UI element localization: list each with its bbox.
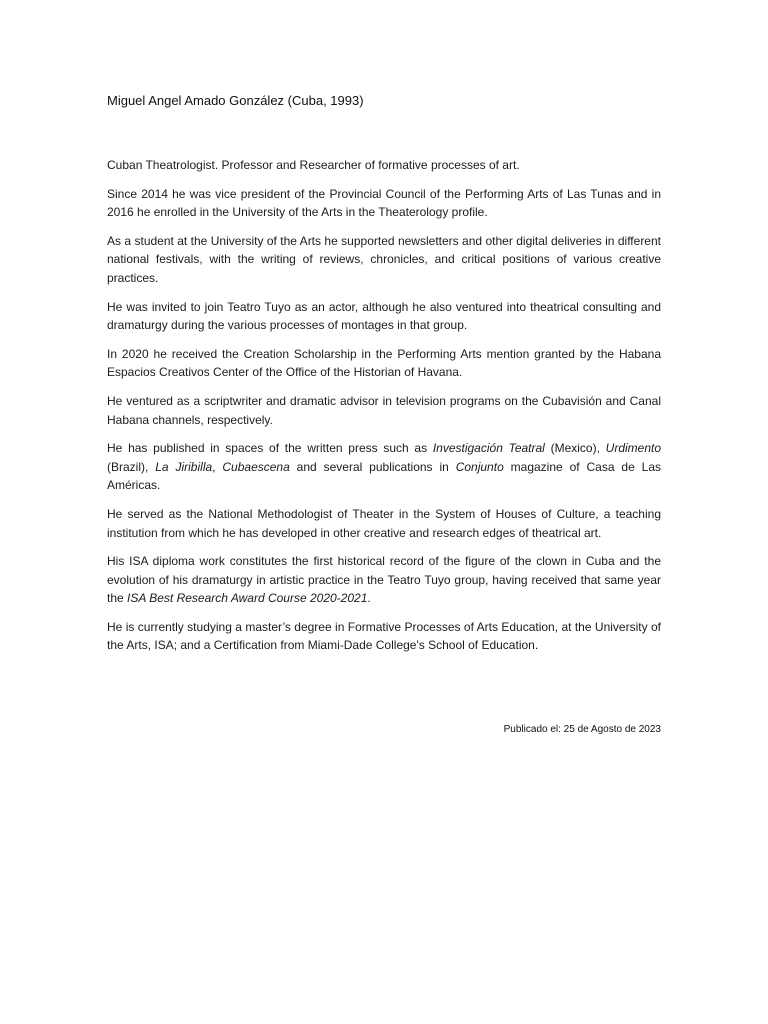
paragraph-television: He ventured as a scriptwriter and dramatic advisor in television programs on the Cubavisión and Canal Habana channels, respectively. bbox=[107, 393, 661, 427]
paragraph-vice-president: Since 2014 he was vice president of the Provincial Council of the Performing Arts of Las Tunas and in 2016 he enrolled in the University of the Arts in the Theaterology profile. bbox=[107, 186, 661, 220]
published-date: Publicado el: 25 de Agosto de 2023 bbox=[503, 724, 661, 735]
text-segment: His ISA diploma work constitutes the first historical record of the figure of the clown in Cuba and the evolution of his dramaturgy in artistic practice in the Teatro Tuyo group, having received that same year the bbox=[107, 554, 661, 606]
paragraph-diploma bbox=[107, 552, 661, 608]
page-title: Miguel Angel Amado González (Cuba, 1993) bbox=[107, 93, 364, 108]
publication-title: Conjunto bbox=[455, 459, 504, 474]
publication-title: La Jiribilla bbox=[155, 459, 213, 474]
text-segment: magazine of Casa de Las Américas. bbox=[107, 459, 661, 493]
award-title: ISA Best Research Award Course 2020-2021 bbox=[127, 591, 368, 606]
paragraph-profession: Cuban Theatrologist. Professor and Researcher of formative processes of art. bbox=[107, 158, 520, 172]
publication-title: Investigación Teatral bbox=[432, 441, 545, 456]
text-segment: , bbox=[212, 459, 223, 474]
text-segment: . bbox=[367, 591, 371, 606]
text-segment: (Mexico), bbox=[544, 441, 606, 456]
paragraph-scholarship: In 2020 he received the Creation Scholarship in the Performing Arts mention granted by the Habana Espacios Creativos Center of the Office of the Historian of Havana. bbox=[107, 346, 661, 380]
paragraph-student: As a student at the University of the Arts he supported newsletters and other digital deliveries in different national festivals, with the writing of reviews, chronicles, and critical positions of various creative practices. bbox=[107, 233, 661, 285]
text-segment: and several publications in bbox=[289, 459, 456, 474]
text-segment: (Brazil), bbox=[107, 459, 156, 474]
paragraph-teatro-tuyo: He was invited to join Teatro Tuyo as an actor, although he also ventured into theatrical consulting and dramaturgy during the various processes of montages in that group. bbox=[107, 299, 661, 333]
document-body bbox=[107, 92, 661, 665]
paragraph-methodologist: He served as the National Methodologist of Theater in the System of Houses of Culture, a teaching institution from which he has developed in other creative and research edges of theatrical art. bbox=[107, 506, 661, 540]
text-segment: He has published in spaces of the written press such as bbox=[107, 441, 433, 456]
publication-title: Urdimento bbox=[605, 441, 662, 456]
paragraph-masters: He is currently studying a master’s degree in Formative Processes of Arts Education, at the University of the Arts, ISA; and a Certification from Miami-Dade College's School of Education. bbox=[107, 619, 661, 653]
publication-title: Cubaescena bbox=[222, 459, 290, 474]
paragraph-publications bbox=[107, 439, 661, 495]
